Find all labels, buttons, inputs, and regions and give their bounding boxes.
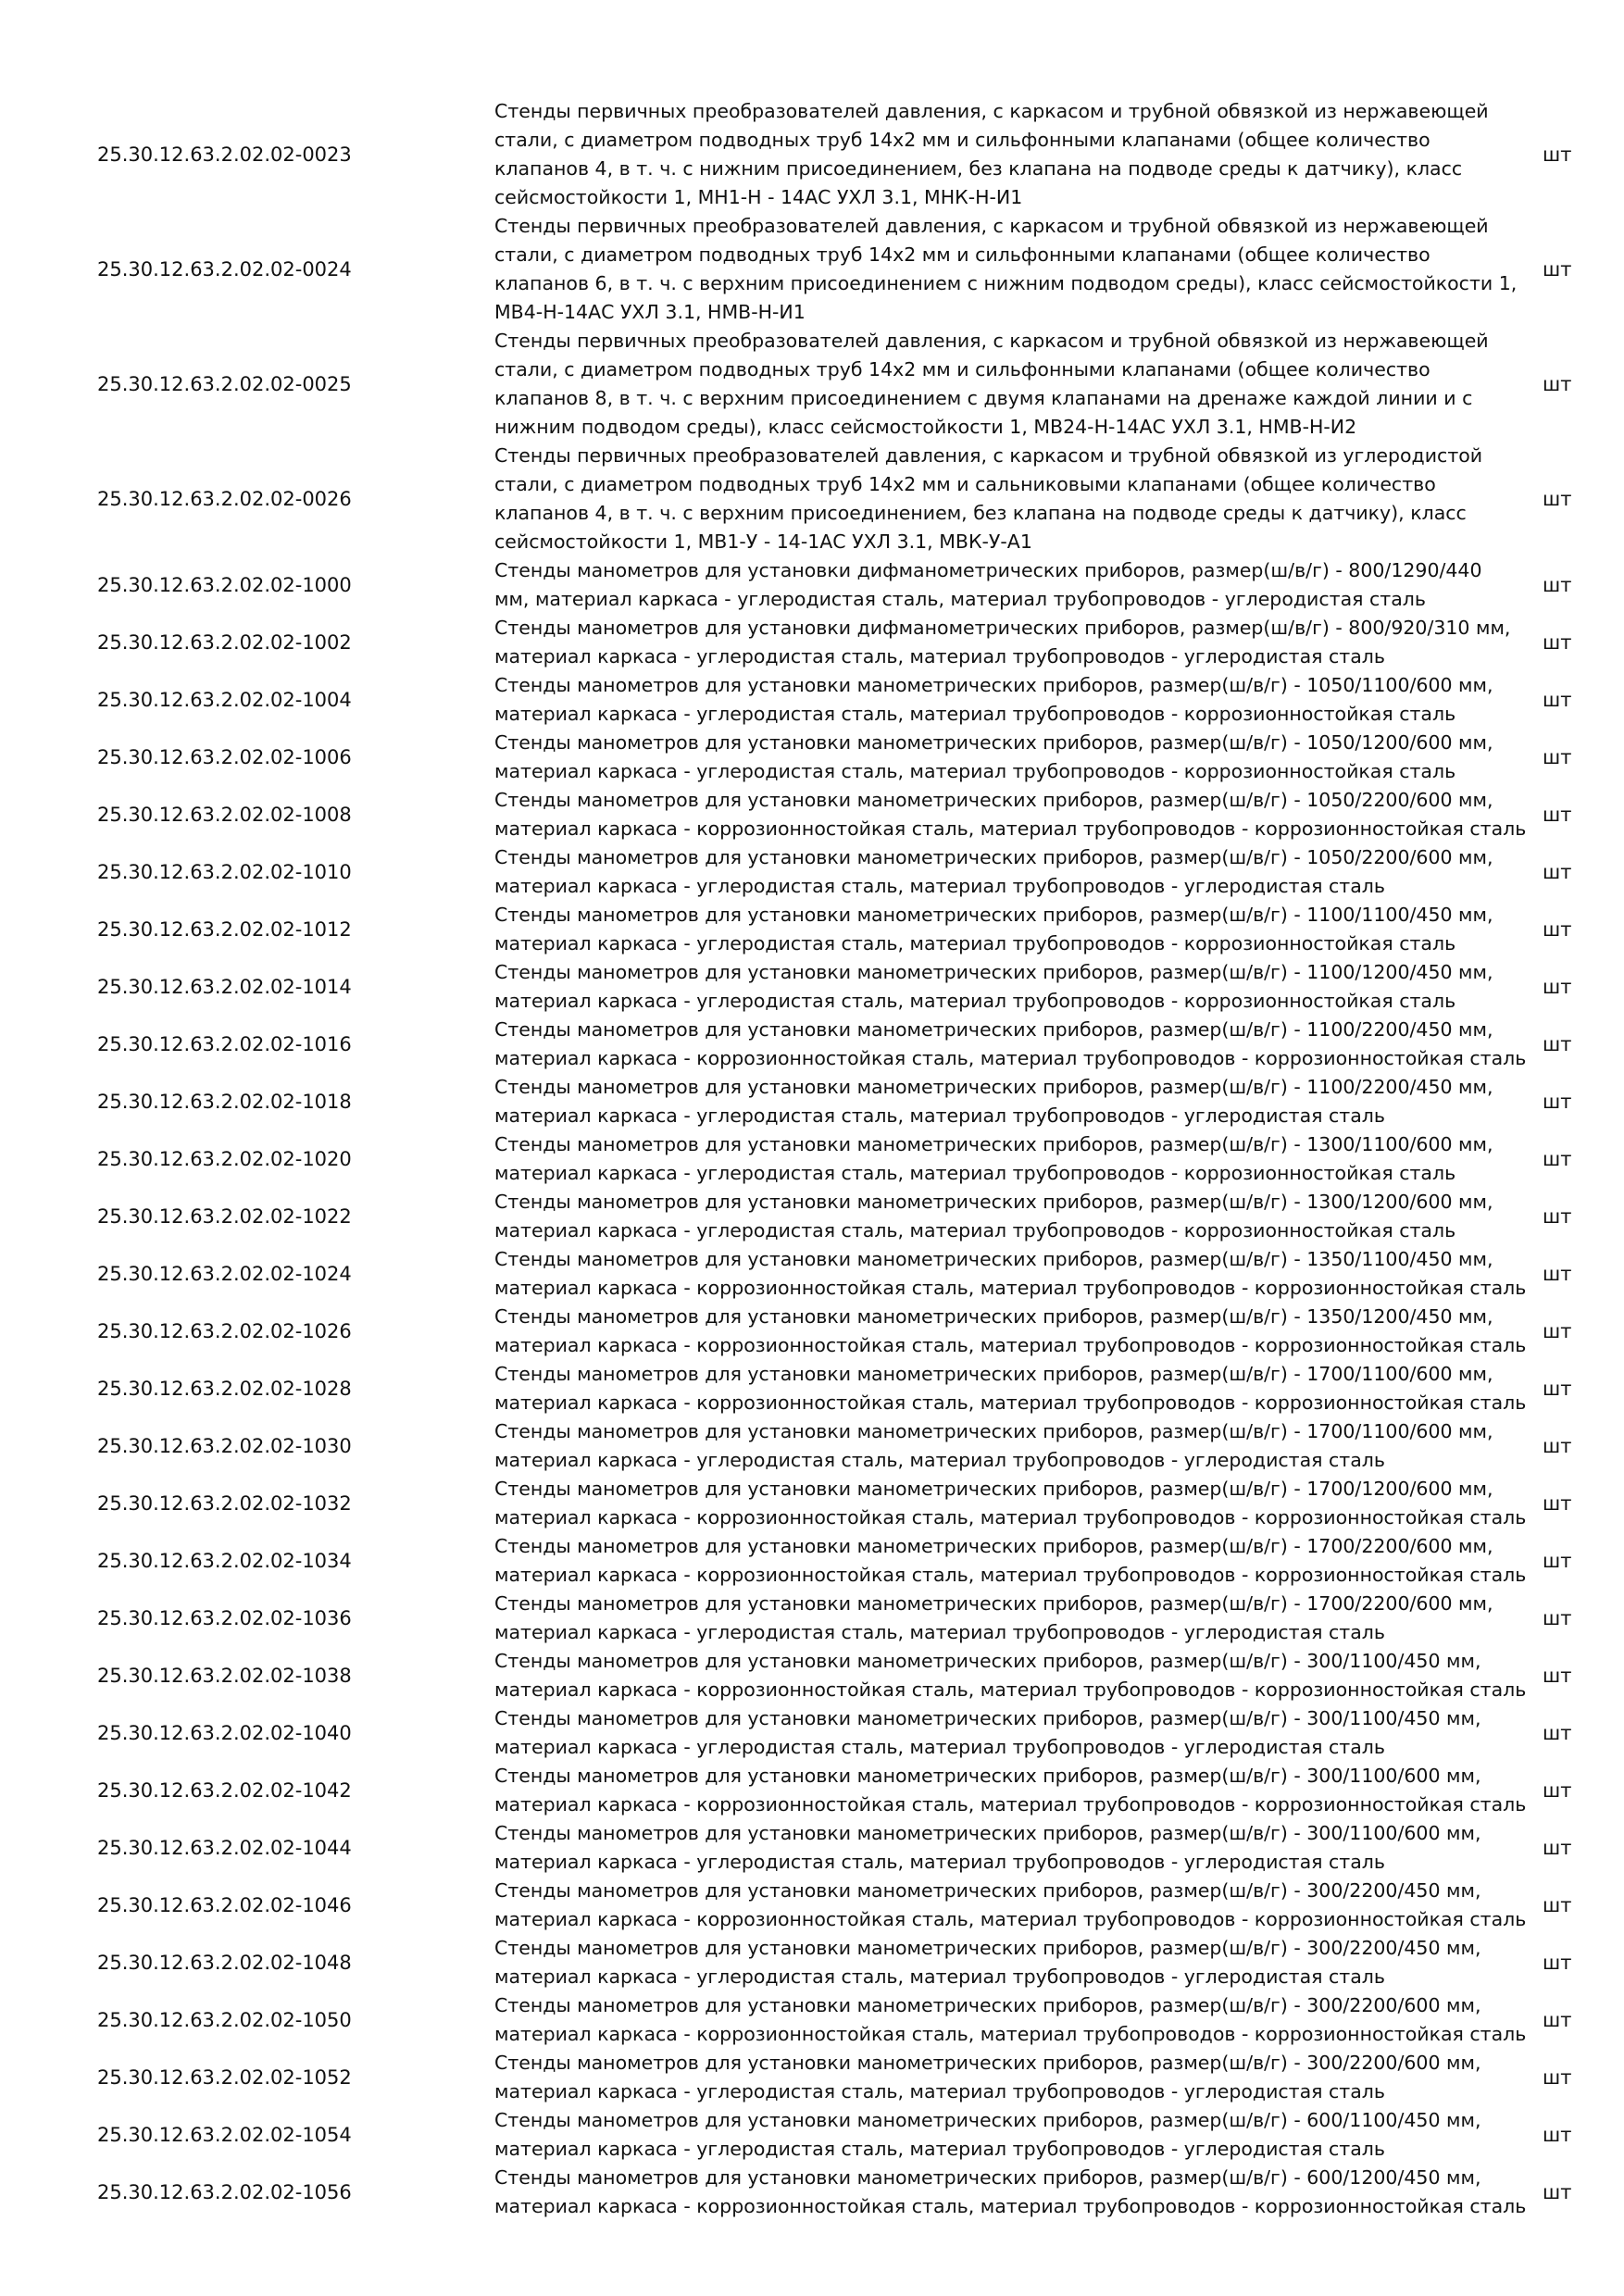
description-line: клапанов 4, в т. ч. с нижним присоединением, без клапана на подводе среды к датчику), класс xyxy=(494,157,1463,180)
description-line: клапанов 8, в т. ч. с верхним присоединением с двумя клапанами на дренаже каждой линии и с xyxy=(494,387,1473,409)
item-code: 25.30.12.63.2.02.02-1002 xyxy=(97,631,352,654)
item-description xyxy=(494,1704,1481,1762)
item-description xyxy=(494,327,1489,442)
item-code: 25.30.12.63.2.02.02-1000 xyxy=(97,574,352,596)
description-line: Стенды манометров для установки манометрических приборов, размер(ш/в/г) - 1050/1100/600 мм, xyxy=(494,674,1493,696)
item-code: 25.30.12.63.2.02.02-1046 xyxy=(97,1894,352,1916)
table-row xyxy=(0,843,1624,901)
table-row xyxy=(0,1188,1624,1245)
description-line: материал каркаса - коррозионностойкая сталь, материал трубопроводов - коррозионностойкая сталь xyxy=(494,1334,1527,1356)
item-code: 25.30.12.63.2.02.02-1018 xyxy=(97,1091,352,1113)
item-description xyxy=(494,1360,1527,1417)
item-unit: шт xyxy=(1543,804,1572,826)
table-row xyxy=(0,1073,1624,1130)
item-code: 25.30.12.63.2.02.02-1012 xyxy=(97,918,352,941)
item-unit: шт xyxy=(1543,1722,1572,1744)
table-row xyxy=(0,786,1624,843)
description-line: Стенды манометров для установки манометрических приборов, размер(ш/в/г) - 300/2200/450 мм, xyxy=(494,1879,1481,1902)
description-line: материал каркаса - углеродистая сталь, материал трубопроводов - коррозионностойкая сталь xyxy=(494,703,1456,725)
item-unit: шт xyxy=(1543,2066,1572,2089)
description-line: Стенды первичных преобразователей давления, с каркасом и трубной обвязкой из углеродистой xyxy=(494,444,1483,467)
item-code: 25.30.12.63.2.02.02-1044 xyxy=(97,1837,352,1859)
description-line: материал каркаса - углеродистая сталь, материал трубопроводов - коррозионностойкая сталь xyxy=(494,932,1456,955)
item-unit: шт xyxy=(1543,746,1572,768)
description-line: Стенды манометров для установки дифманометрических приборов, размер(ш/в/г) - 800/1290/440 xyxy=(494,559,1482,581)
description-line: стали, с диаметром подводных труб 14х2 мм и сильфонными клапанами (общее количество xyxy=(494,129,1430,151)
description-line: материал каркаса - коррозионностойкая сталь, материал трубопроводов - коррозионностойкая сталь xyxy=(494,1506,1527,1529)
item-description xyxy=(494,1991,1527,2049)
description-line: Стенды манометров для установки манометрических приборов, размер(ш/в/г) - 300/1100/450 мм, xyxy=(494,1707,1481,1729)
table-row xyxy=(0,1475,1624,1532)
table-row xyxy=(0,614,1624,671)
price-table xyxy=(0,97,1624,2221)
item-description xyxy=(494,1532,1527,1590)
table-row xyxy=(0,1130,1624,1188)
description-line: Стенды манометров для установки манометрических приборов, размер(ш/в/г) - 300/1100/600 мм, xyxy=(494,1822,1481,1844)
table-row xyxy=(0,2106,1624,2164)
item-description xyxy=(494,1647,1527,1704)
description-line: Стенды манометров для установки манометрических приборов, размер(ш/в/г) - 1050/2200/600 мм, xyxy=(494,846,1493,868)
description-line: материал каркаса - коррозионностойкая сталь, материал трубопроводов - коррозионностойкая сталь xyxy=(494,1564,1527,1586)
item-unit: шт xyxy=(1543,2124,1572,2146)
description-line: клапанов 6, в т. ч. с верхним присоединением с нижним подводом среды), класс сейсмостойкости 1, xyxy=(494,272,1518,294)
item-code: 25.30.12.63.2.02.02-1024 xyxy=(97,1263,352,1285)
item-description xyxy=(494,1303,1527,1360)
item-unit: шт xyxy=(1543,1665,1572,1687)
item-unit: шт xyxy=(1543,1952,1572,1974)
table-row xyxy=(0,2049,1624,2106)
item-code: 25.30.12.63.2.02.02-1052 xyxy=(97,2066,352,2089)
item-unit: шт xyxy=(1543,1435,1572,1457)
description-line: Стенды манометров для установки манометрических приборов, размер(ш/в/г) - 1700/2200/600 мм, xyxy=(494,1592,1493,1615)
item-unit: шт xyxy=(1543,1894,1572,1916)
item-unit: шт xyxy=(1543,2181,1572,2203)
description-line: Стенды манометров для установки манометрических приборов, размер(ш/в/г) - 300/2200/600 мм, xyxy=(494,1994,1481,2016)
description-line: материал каркаса - коррозионностойкая сталь, материал трубопроводов - коррозионностойкая сталь xyxy=(494,1277,1527,1299)
description-line: Стенды манометров для установки манометрических приборов, размер(ш/в/г) - 1100/2200/450 мм, xyxy=(494,1018,1493,1041)
description-line: Стенды манометров для установки манометрических приборов, размер(ш/в/г) - 1700/1200/600 мм, xyxy=(494,1478,1493,1500)
description-line: Стенды манометров для установки манометрических приборов, размер(ш/в/г) - 1100/1200/450 мм, xyxy=(494,961,1493,983)
item-unit: шт xyxy=(1543,1779,1572,1802)
item-code: 25.30.12.63.2.02.02-1050 xyxy=(97,2009,352,2031)
item-unit: шт xyxy=(1543,689,1572,711)
table-row xyxy=(0,1762,1624,1819)
description-line: Стенды манометров для установки манометрических приборов, размер(ш/в/г) - 600/1100/450 мм, xyxy=(494,2109,1481,2131)
table-row xyxy=(0,1934,1624,1991)
item-code: 25.30.12.63.2.02.02-1048 xyxy=(97,1952,352,1974)
item-description xyxy=(494,2049,1481,2106)
table-row xyxy=(0,1532,1624,1590)
description-line: материал каркаса - углеродистая сталь, материал трубопроводов - углеродистая сталь xyxy=(494,2080,1385,2103)
item-unit: шт xyxy=(1543,373,1572,395)
table-row xyxy=(0,97,1624,212)
item-unit: шт xyxy=(1543,1148,1572,1170)
description-line: материал каркаса - углеродистая сталь, материал трубопроводов - коррозионностойкая сталь xyxy=(494,1219,1456,1242)
description-line: Стенды манометров для установки манометрических приборов, размер(ш/в/г) - 300/1100/600 мм, xyxy=(494,1765,1481,1787)
item-description xyxy=(494,729,1493,786)
description-line: материал каркаса - углеродистая сталь, материал трубопроводов - углеродистая сталь xyxy=(494,1851,1385,1873)
description-line: Стенды манометров для установки манометрических приборов, размер(ш/в/г) - 1050/1200/600 мм, xyxy=(494,731,1493,754)
item-description xyxy=(494,556,1482,614)
item-description xyxy=(494,843,1493,901)
description-line: Стенды первичных преобразователей давления, с каркасом и трубной обвязкой из нержавеющей xyxy=(494,215,1489,237)
item-code: 25.30.12.63.2.02.02-1032 xyxy=(97,1492,352,1515)
description-line: Стенды манометров для установки манометрических приборов, размер(ш/в/г) - 1350/1200/450 мм, xyxy=(494,1305,1493,1328)
description-line: материал каркаса - углеродистая сталь, материал трубопроводов - коррозионностойкая сталь xyxy=(494,760,1456,782)
table-row xyxy=(0,1303,1624,1360)
item-unit: шт xyxy=(1543,1607,1572,1629)
description-line: материал каркаса - углеродистая сталь, материал трубопроводов - углеродистая сталь xyxy=(494,1736,1385,1758)
description-line: стали, с диаметром подводных труб 14х2 мм и сильфонными клапанами (общее количество xyxy=(494,243,1430,266)
description-line: Стенды манометров для установки дифманометрических приборов, размер(ш/в/г) - 800/920/310 мм, xyxy=(494,617,1511,639)
table-row xyxy=(0,212,1624,327)
table-row xyxy=(0,729,1624,786)
item-code: 25.30.12.63.2.02.02-1008 xyxy=(97,804,352,826)
item-unit: шт xyxy=(1543,488,1572,510)
table-row xyxy=(0,1245,1624,1303)
item-code: 25.30.12.63.2.02.02-1034 xyxy=(97,1550,352,1572)
table-row xyxy=(0,1016,1624,1073)
item-unit: шт xyxy=(1543,1091,1572,1113)
item-description xyxy=(494,2106,1481,2164)
description-line: материал каркаса - коррозионностойкая сталь, материал трубопроводов - коррозионностойкая сталь xyxy=(494,817,1527,840)
item-description xyxy=(494,2164,1527,2221)
table-row xyxy=(0,442,1624,556)
description-line: материал каркаса - углеродистая сталь, материал трубопроводов - углеродистая сталь xyxy=(494,2138,1385,2160)
description-line: клапанов 4, в т. ч. с верхним присоединением, без клапана на подводе среды к датчику), класс xyxy=(494,502,1467,524)
description-line: материал каркаса - углеродистая сталь, материал трубопроводов - углеродистая сталь xyxy=(494,645,1385,668)
item-description xyxy=(494,1245,1527,1303)
item-description xyxy=(494,1762,1527,1819)
description-line: материал каркаса - углеродистая сталь, материал трубопроводов - коррозионностойкая сталь xyxy=(494,990,1456,1012)
table-row xyxy=(0,1360,1624,1417)
description-line: Стенды манометров для установки манометрических приборов, размер(ш/в/г) - 1050/2200/600 мм, xyxy=(494,789,1493,811)
item-unit: шт xyxy=(1543,1492,1572,1515)
description-line: МВ4-Н-14АС УХЛ 3.1, НМВ-Н-И1 xyxy=(494,301,806,323)
description-line: Стенды манометров для установки манометрических приборов, размер(ш/в/г) - 300/1100/450 мм, xyxy=(494,1650,1481,1672)
description-line: Стенды первичных преобразователей давления, с каркасом и трубной обвязкой из нержавеющей xyxy=(494,100,1489,122)
item-description xyxy=(494,1877,1527,1934)
item-code: 25.30.12.63.2.02.02-0026 xyxy=(97,488,352,510)
description-line: материал каркаса - коррозионностойкая сталь, материал трубопроводов - коррозионностойкая сталь xyxy=(494,1678,1527,1701)
item-description xyxy=(494,671,1493,729)
description-line: Стенды манометров для установки манометрических приборов, размер(ш/в/г) - 1700/1100/600 мм, xyxy=(494,1363,1493,1385)
item-unit: шт xyxy=(1543,1550,1572,1572)
item-code: 25.30.12.63.2.02.02-1028 xyxy=(97,1378,352,1400)
description-line: Стенды манометров для установки манометрических приборов, размер(ш/в/г) - 600/1200/450 мм, xyxy=(494,2166,1481,2189)
table-row xyxy=(0,1590,1624,1647)
description-line: Стенды манометров для установки манометрических приборов, размер(ш/в/г) - 1100/2200/450 мм, xyxy=(494,1076,1493,1098)
item-description xyxy=(494,958,1493,1016)
description-line: Стенды манометров для установки манометрических приборов, размер(ш/в/г) - 1300/1100/600 мм, xyxy=(494,1133,1493,1155)
description-line: Стенды первичных преобразователей давления, с каркасом и трубной обвязкой из нержавеющей xyxy=(494,330,1489,352)
item-description xyxy=(494,786,1527,843)
item-code: 25.30.12.63.2.02.02-1014 xyxy=(97,976,352,998)
description-line: материал каркаса - углеродистая сталь, материал трубопроводов - углеродистая сталь xyxy=(494,1965,1385,1988)
description-line: Стенды манометров для установки манометрических приборов, размер(ш/в/г) - 1700/1100/600 мм, xyxy=(494,1420,1493,1442)
table-row xyxy=(0,958,1624,1016)
item-unit: шт xyxy=(1543,1263,1572,1285)
item-code: 25.30.12.63.2.02.02-1042 xyxy=(97,1779,352,1802)
description-line: материал каркаса - коррозионностойкая сталь, материал трубопроводов - коррозионностойкая сталь xyxy=(494,1391,1527,1414)
description-line: Стенды манометров для установки манометрических приборов, размер(ш/в/г) - 300/2200/450 мм, xyxy=(494,1937,1481,1959)
table-row xyxy=(0,671,1624,729)
item-code: 25.30.12.63.2.02.02-1026 xyxy=(97,1320,352,1342)
item-code: 25.30.12.63.2.02.02-1020 xyxy=(97,1148,352,1170)
description-line: материал каркаса - углеродистая сталь, материал трубопроводов - углеродистая сталь xyxy=(494,875,1385,897)
item-unit: шт xyxy=(1543,1033,1572,1055)
item-description xyxy=(494,1417,1493,1475)
description-line: материал каркаса - углеродистая сталь, материал трубопроводов - коррозионностойкая сталь xyxy=(494,1162,1456,1184)
item-code: 25.30.12.63.2.02.02-1004 xyxy=(97,689,352,711)
item-code: 25.30.12.63.2.02.02-0023 xyxy=(97,144,352,166)
item-code: 25.30.12.63.2.02.02-1022 xyxy=(97,1205,352,1228)
description-line: материал каркаса - коррозионностойкая сталь, материал трубопроводов - коррозионностойкая сталь xyxy=(494,1793,1527,1816)
table-row xyxy=(0,1647,1624,1704)
item-code: 25.30.12.63.2.02.02-1030 xyxy=(97,1435,352,1457)
item-code: 25.30.12.63.2.02.02-1040 xyxy=(97,1722,352,1744)
table-row xyxy=(0,1819,1624,1877)
item-description xyxy=(494,1188,1493,1245)
description-line: материал каркаса - коррозионностойкая сталь, материал трубопроводов - коррозионностойкая сталь xyxy=(494,2023,1527,2045)
item-description xyxy=(494,1590,1493,1647)
item-unit: шт xyxy=(1543,2009,1572,2031)
table-row xyxy=(0,1877,1624,1934)
item-unit: шт xyxy=(1543,976,1572,998)
description-line: материал каркаса - коррозионностойкая сталь, материал трубопроводов - коррозионностойкая сталь xyxy=(494,1047,1527,1069)
item-code: 25.30.12.63.2.02.02-1006 xyxy=(97,746,352,768)
description-line: Стенды манометров для установки манометрических приборов, размер(ш/в/г) - 1300/1200/600 мм, xyxy=(494,1191,1493,1213)
description-line: материал каркаса - коррозионностойкая сталь, материал трубопроводов - коррозионностойкая сталь xyxy=(494,1908,1527,1930)
item-code: 25.30.12.63.2.02.02-1038 xyxy=(97,1665,352,1687)
item-description xyxy=(494,1475,1527,1532)
item-description xyxy=(494,1934,1481,1991)
item-code: 25.30.12.63.2.02.02-1056 xyxy=(97,2181,352,2203)
item-description xyxy=(494,1073,1493,1130)
item-code: 25.30.12.63.2.02.02-1054 xyxy=(97,2124,352,2146)
description-line: стали, с диаметром подводных труб 14х2 мм и сильфонными клапанами (общее количество xyxy=(494,358,1430,381)
item-unit: шт xyxy=(1543,1320,1572,1342)
table-row xyxy=(0,327,1624,442)
item-description xyxy=(494,97,1489,212)
item-code: 25.30.12.63.2.02.02-0025 xyxy=(97,373,352,395)
description-line: нижним подводом среды), класс сейсмостойкости 1, МВ24-Н-14АС УХЛ 3.1, НМВ-Н-И2 xyxy=(494,416,1357,438)
item-description xyxy=(494,1819,1481,1877)
table-row xyxy=(0,901,1624,958)
description-line: Стенды манометров для установки манометрических приборов, размер(ш/в/г) - 1350/1100/450 мм, xyxy=(494,1248,1493,1270)
description-line: Стенды манометров для установки манометрических приборов, размер(ш/в/г) - 1700/2200/600 мм, xyxy=(494,1535,1493,1557)
description-line: материал каркаса - углеродистая сталь, материал трубопроводов - углеродистая сталь xyxy=(494,1621,1385,1643)
item-description xyxy=(494,1130,1493,1188)
item-unit: шт xyxy=(1543,1205,1572,1228)
item-description xyxy=(494,614,1511,671)
table-row xyxy=(0,1991,1624,2049)
description-line: материал каркаса - коррозионностойкая сталь, материал трубопроводов - коррозионностойкая сталь xyxy=(494,2195,1527,2217)
item-description xyxy=(494,901,1493,958)
description-line: сейсмостойкости 1, МН1-Н - 14АС УХЛ 3.1, МНК-Н-И1 xyxy=(494,186,1023,208)
item-code: 25.30.12.63.2.02.02-1016 xyxy=(97,1033,352,1055)
item-unit: шт xyxy=(1543,918,1572,941)
description-line: сейсмостойкости 1, МВ1-У - 14-1АС УХЛ 3.1, МВК-У-А1 xyxy=(494,530,1032,553)
description-line: Стенды манометров для установки манометрических приборов, размер(ш/в/г) - 300/2200/600 мм, xyxy=(494,2052,1481,2074)
description-line: материал каркаса - углеродистая сталь, материал трубопроводов - углеродистая сталь xyxy=(494,1449,1385,1471)
item-unit: шт xyxy=(1543,258,1572,281)
item-unit: шт xyxy=(1543,861,1572,883)
item-description xyxy=(494,1016,1527,1073)
table-row xyxy=(0,1704,1624,1762)
table-row xyxy=(0,2164,1624,2221)
description-line: мм, материал каркаса - углеродистая сталь, материал трубопроводов - углеродистая сталь xyxy=(494,588,1426,610)
item-unit: шт xyxy=(1543,1378,1572,1400)
item-unit: шт xyxy=(1543,1837,1572,1859)
description-line: Стенды манометров для установки манометрических приборов, размер(ш/в/г) - 1100/1100/450 мм, xyxy=(494,904,1493,926)
table-row xyxy=(0,1417,1624,1475)
item-unit: шт xyxy=(1543,574,1572,596)
item-code: 25.30.12.63.2.02.02-1036 xyxy=(97,1607,352,1629)
description-line: материал каркаса - углеродистая сталь, материал трубопроводов - углеродистая сталь xyxy=(494,1104,1385,1127)
item-unit: шт xyxy=(1543,631,1572,654)
item-description xyxy=(494,212,1518,327)
item-unit: шт xyxy=(1543,144,1572,166)
item-description xyxy=(494,442,1483,556)
item-code: 25.30.12.63.2.02.02-1010 xyxy=(97,861,352,883)
description-line: стали, с диаметром подводных труб 14х2 мм и сальниковыми клапанами (общее количество xyxy=(494,473,1436,495)
item-code: 25.30.12.63.2.02.02-0024 xyxy=(97,258,352,281)
table-row xyxy=(0,556,1624,614)
